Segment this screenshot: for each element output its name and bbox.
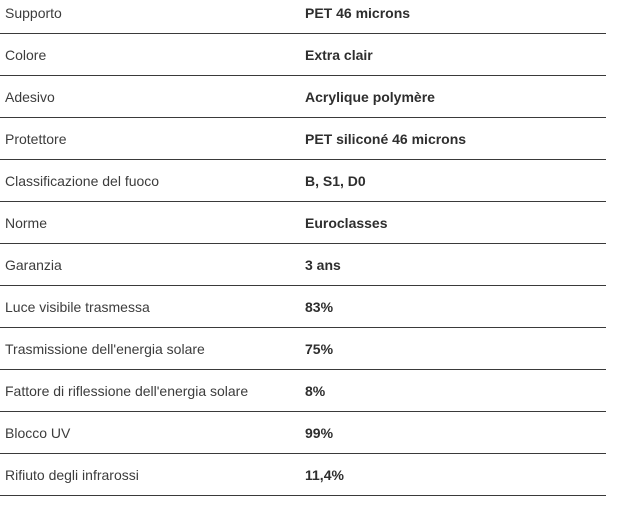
spec-row-fire-classification xyxy=(0,160,606,202)
spec-label: Protettore xyxy=(5,130,67,147)
spec-label: Norme xyxy=(5,214,48,231)
spec-label: Luce visibile trasmessa xyxy=(5,298,150,315)
spec-value: Acrylique polymère xyxy=(305,88,435,105)
spec-label: Classificazione del fuoco xyxy=(5,172,160,189)
spec-row-norme xyxy=(0,202,606,244)
spec-value: Euroclasses xyxy=(305,214,388,231)
spec-row-supporto xyxy=(0,0,606,34)
spec-value: 83% xyxy=(305,298,334,315)
spec-value: PET siliconé 46 microns xyxy=(305,130,467,147)
spec-label: Blocco UV xyxy=(5,424,71,441)
spec-value: Extra clair xyxy=(305,46,373,63)
spec-row-colore xyxy=(0,34,606,76)
spec-row-infrared-rejection xyxy=(0,454,606,496)
spec-row-protettore xyxy=(0,118,606,160)
spec-label: Colore xyxy=(5,46,47,63)
spec-value: 99% xyxy=(305,424,334,441)
spec-row-uv-block xyxy=(0,412,606,454)
spec-row-solar-reflection xyxy=(0,370,606,412)
spec-label: Adesivo xyxy=(5,88,55,105)
spec-row-solar-transmission xyxy=(0,328,606,370)
spec-label: Rifiuto degli infrarossi xyxy=(5,466,139,483)
spec-row-visible-light xyxy=(0,286,606,328)
spec-row-adesivo xyxy=(0,76,606,118)
spec-label: Garanzia xyxy=(5,256,62,273)
spec-value: B, S1, D0 xyxy=(305,172,366,189)
spec-value: 3 ans xyxy=(305,256,341,273)
spec-value: 11,4% xyxy=(305,466,344,483)
spec-value: 8% xyxy=(305,382,326,399)
spec-row-garanzia xyxy=(0,244,606,286)
spec-label: Trasmissione dell'energia solare xyxy=(5,340,205,357)
spec-label: Supporto xyxy=(5,5,62,21)
spec-value: PET 46 microns xyxy=(305,5,411,21)
spec-value: 75% xyxy=(305,340,334,357)
spec-label: Fattore di riflessione dell'energia solare xyxy=(5,382,249,399)
